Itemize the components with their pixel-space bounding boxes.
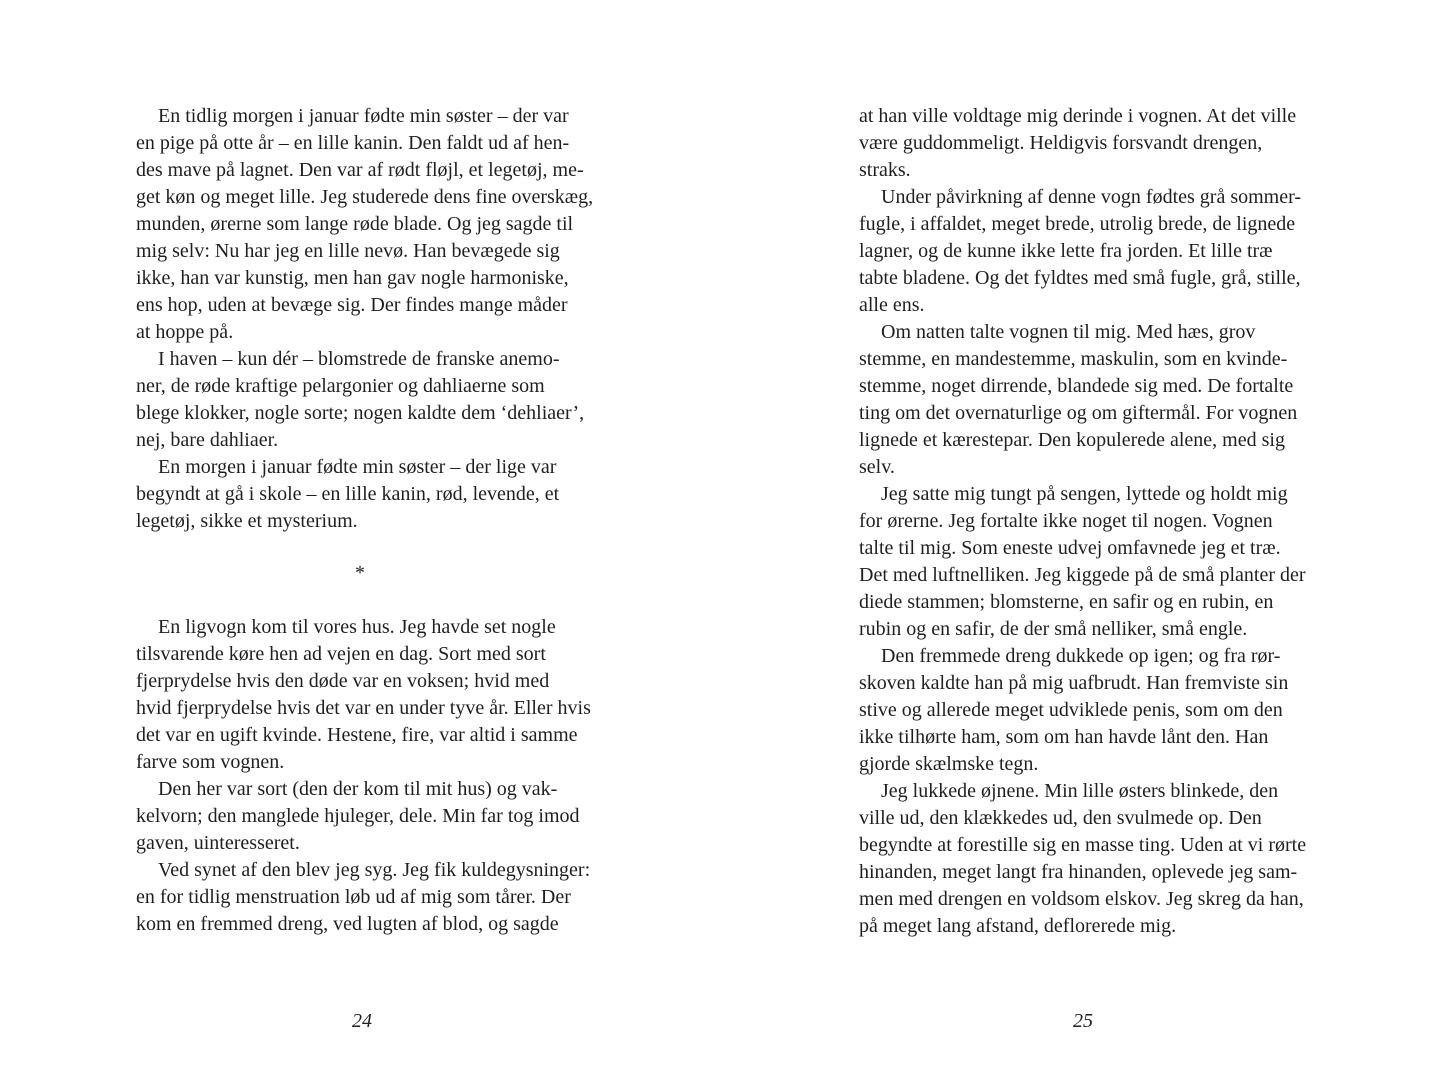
text-line: selv. (859, 456, 895, 478)
text-line: rubin og en safir, de der små nelliker, små engle. (859, 618, 1248, 640)
text-line: kelvorn; den manglede hjuleger, dele. Min far tog imod (136, 805, 580, 827)
text-line: En morgen i januar fødte min søster – der lige var (158, 456, 557, 478)
text-line: diede stammen; blomsterne, en safir og en rubin, en (859, 591, 1274, 613)
section-separator: * (355, 562, 365, 584)
text-line: tilsvarende køre hen ad vejen en dag. Sort med sort (136, 643, 546, 665)
text-line: ville ud, den klækkedes ud, den svulmede op. Den (859, 807, 1262, 829)
text-line: Jeg satte mig tungt på sengen, lyttede og holdt mig (881, 483, 1288, 505)
text-line: Den fremmede dreng dukkede op igen; og fra rør- (881, 645, 1281, 667)
text-line: get køn og meget lille. Jeg studerede dens fine overskæg, (136, 186, 594, 208)
text-line: men med drengen en voldsom elskov. Jeg skreg da han, (859, 888, 1304, 910)
text-line: på meget lang afstand, deflorerede mig. (859, 915, 1177, 937)
text-line: En tidlig morgen i januar fødte min søster – der var (158, 105, 569, 127)
text-line: begyndte at forestille sig en masse ting. Uden at vi rørte (859, 834, 1307, 856)
text-line: begyndt at gå i skole – en lille kanin, rød, levende, et (136, 483, 560, 505)
text-line: lagner, og de kunne ikke lette fra jorden. Et lille træ (859, 240, 1273, 262)
text-line: ikke tilhørte ham, som om han havde lånt den. Han (859, 726, 1269, 748)
page-number: 24 (352, 1010, 372, 1032)
text-line: stemme, noget dirrende, blandede sig med. De fortalte (859, 375, 1294, 397)
text-line: Ved synet af den blev jeg syg. Jeg fik kuldegysninger: (158, 859, 591, 881)
text-line: munden, ørerne som lange røde blade. Og jeg sagde til (136, 213, 574, 235)
page-number: 25 (1073, 1010, 1093, 1032)
text-line: lignede et kærestepar. Den kopulerede alene, med sig (859, 429, 1285, 451)
text-line: det var en ugift kvinde. Hestene, fire, var altid i samme (136, 724, 578, 746)
text-line: mig selv: Nu har jeg en lille nevø. Han bevægede sig (136, 240, 560, 262)
text-line: en for tidlig menstruation løb ud af mig som tårer. Der (136, 886, 571, 908)
text-line: tabte bladene. Og det fyldtes med små fugle, grå, stille, (859, 267, 1301, 289)
text-line: at hoppe på. (136, 321, 234, 343)
text-line: ner, de røde kraftige pelargonier og dahliaerne som (136, 375, 545, 397)
text-line: Under påvirkning af denne vogn fødtes grå sommer- (881, 186, 1302, 208)
text-line: alle ens. (859, 294, 925, 316)
text-line: stive og allerede meget udviklede penis, som om den (859, 699, 1283, 721)
right-page (722, 0, 1444, 1087)
text-line: kom en fremmed dreng, ved lugten af blod, og sagde (136, 913, 559, 935)
text-line: Det med luftnelliken. Jeg kiggede på de små planter der (859, 564, 1306, 586)
text-line: nej, bare dahliaer. (136, 429, 279, 451)
text-line: skoven kaldte han på mig uafbrudt. Han fremviste sin (859, 672, 1289, 694)
text-line: gaven, uinteresseret. (136, 832, 300, 854)
text-line: farve som vognen. (136, 751, 285, 773)
text-line: legetøj, sikke et mysterium. (136, 510, 358, 532)
text-line: straks. (859, 159, 911, 181)
text-line: des mave på lagnet. Den var af rødt fløjl, et legetøj, me- (136, 159, 584, 181)
text-line: hinanden, meget langt fra hinanden, oplevede jeg sam- (859, 861, 1298, 883)
text-line: fjerprydelse hvis den døde var en voksen; hvid med (136, 670, 550, 692)
text-line: at han ville voldtage mig derinde i vognen. At det ville (859, 105, 1297, 127)
text-line: være guddommeligt. Heldigvis forsvandt drengen, (859, 132, 1263, 154)
text-line: En ligvogn kom til vores hus. Jeg havde set nogle (158, 616, 556, 638)
text-line: Den her var sort (den der kom til mit hus) og vak- (158, 778, 558, 800)
text-line: ens hop, uden at bevæge sig. Der findes mange måder (136, 294, 568, 316)
left-page (0, 0, 722, 1087)
text-line: for ørerne. Jeg fortalte ikke noget til nogen. Vognen (859, 510, 1273, 532)
text-line: talte til mig. Som eneste udvej omfavnede jeg et træ. (859, 537, 1281, 559)
text-line: gjorde skælmske tegn. (859, 753, 1039, 775)
text-line: Om natten talte vognen til mig. Med hæs, grov (881, 321, 1256, 343)
text-line: hvid fjerprydelse hvis det var en under tyve år. Eller hvis (136, 697, 591, 719)
text-line: en pige på otte år – en lille kanin. Den faldt ud af hen- (136, 132, 570, 154)
text-line: Jeg lukkede øjnene. Min lille østers blinkede, den (881, 780, 1279, 802)
text-line: I haven – kun dér – blomstrede de franske anemo- (158, 348, 560, 370)
text-line: stemme, en mandestemme, maskulin, som en kvinde- (859, 348, 1288, 370)
text-line: fugle, i affaldet, meget brede, utrolig brede, de lignede (859, 213, 1296, 235)
text-line: ting om det overnaturlige og om giftermål. For vognen (859, 402, 1298, 424)
text-line: ikke, han var kunstig, men han gav nogle harmoniske, (136, 267, 569, 289)
text-line: blege klokker, nogle sorte; nogen kaldte dem ‘dehliaer’, (136, 402, 585, 424)
